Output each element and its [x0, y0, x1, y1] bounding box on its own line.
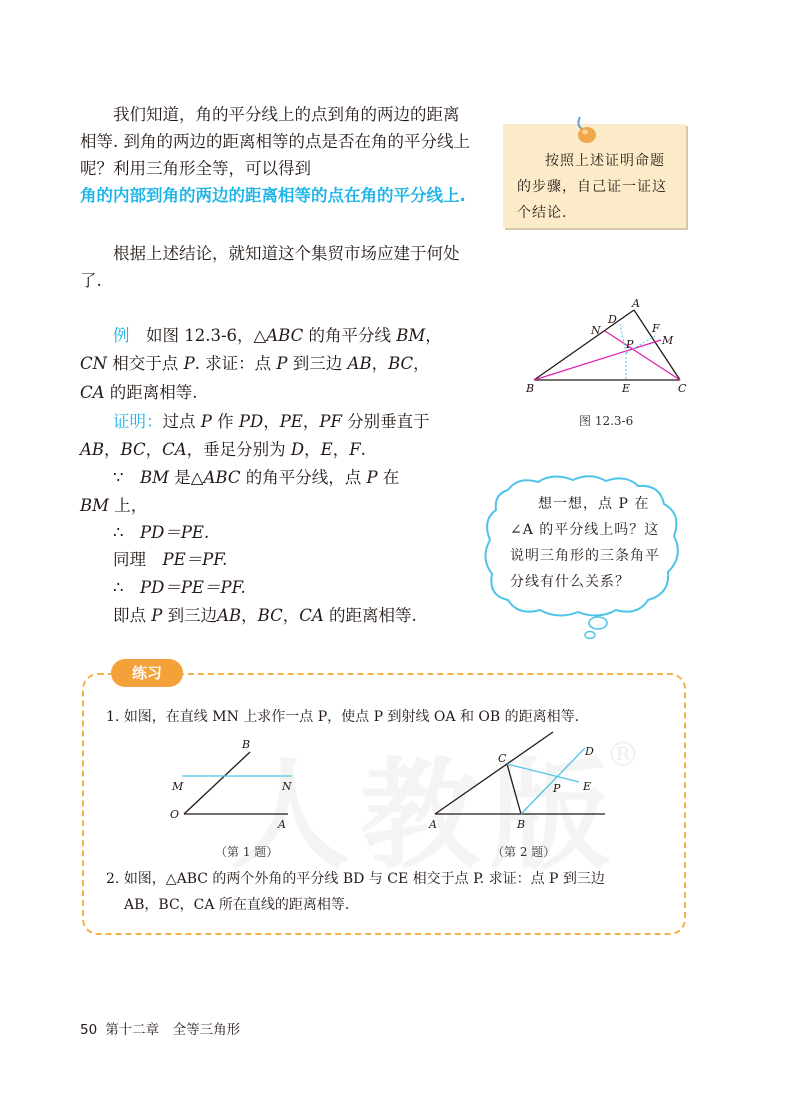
pushpin-icon	[574, 113, 600, 147]
intro-paragraph: 我们知道，角的平分线上的点到角的两边的距离相等. 到角的两边的距离相等的点是否在角的平分线上呢？利用三角形全等，可以得到	[80, 105, 470, 178]
bisector-bm	[534, 340, 661, 380]
proof-line-5: ∴ PD＝PE.	[113, 523, 210, 542]
label-m: M	[662, 334, 674, 347]
proof-line-3: ∵ BM 是△ABC 的角平分线，点 P 在	[113, 468, 400, 487]
proof-line-2: AB，BC，CA，垂足分别为 D，E，F.	[80, 440, 366, 459]
theorem-statement: 角的内部到角的两边的距离相等的点在角的平分线上.	[80, 186, 466, 205]
fig1-label-b: B	[242, 738, 251, 751]
label-e: E	[622, 382, 631, 395]
figure-exercise-2	[425, 730, 615, 835]
example-line-3: CA 的距离相等.	[80, 383, 198, 402]
page-number: 50	[80, 1022, 98, 1038]
fig2-label-p: P	[553, 782, 561, 795]
fig1-label-o: O	[170, 808, 180, 821]
exercise-q2-line-2: AB，BC，CA 所在直线的距离相等.	[124, 897, 350, 913]
proof-label: 证明：	[113, 412, 163, 431]
label-f: F	[652, 322, 660, 335]
fig2-label-d: D	[585, 745, 594, 758]
exercise-q2-line-1: 2. 如图，△ABC 的两个外角的平分线 BD 与 CE 相交于点 P. 求证：点 P 到三边	[106, 871, 605, 887]
fig2-caption: （第 2 题）	[492, 845, 556, 859]
chapter-title: 第十二章 全等三角形	[105, 1022, 241, 1038]
label-p: P	[626, 338, 634, 351]
fig1-label-a: A	[278, 818, 286, 831]
example-line-1: 例 如图 12.3-6，△ABC 的角平分线 BM，	[113, 326, 442, 345]
side-note-text: 按照上述证明命题的步骤，自己证一证这个结论.	[517, 153, 667, 221]
fig2-label-b: B	[517, 818, 526, 831]
label-a: A	[632, 298, 640, 310]
example-label: 例	[113, 326, 130, 345]
label-c: C	[678, 382, 687, 395]
bisector-ce	[507, 764, 579, 782]
figure-caption: 图 12.3-6	[579, 414, 634, 428]
intro-conclusion: 根据上述结论，就知道这个集贸市场应建于何处了.	[80, 244, 460, 290]
proof-line-6: 同理 PE＝PF.	[113, 550, 228, 569]
exercise-tab: 练习	[111, 659, 183, 687]
proof-line-7: ∴ PD＝PE＝PF.	[113, 578, 246, 597]
label-b: B	[526, 382, 535, 395]
figure-exercise-1	[168, 738, 308, 838]
watermark-mark: ®	[606, 735, 640, 775]
line-ac-extended	[435, 732, 553, 814]
side-cb	[507, 764, 521, 814]
fig1-caption: （第 1 题）	[215, 845, 279, 859]
figure-triangle-abc	[520, 298, 700, 398]
fig2-label-e: E	[583, 780, 592, 793]
fig1-label-m: M	[172, 780, 184, 793]
proof-line-8: 即点 P 到三边AB，BC，CA 的距离相等.	[113, 606, 417, 625]
example-line-2: CN 相交于点 P. 求证：点 P 到三边 AB，BC，	[80, 354, 430, 373]
fig1-label-n: N	[282, 780, 292, 793]
page-footer	[80, 1018, 240, 1038]
thought-bubble-text: 想一想，点 P 在∠A 的平分线上吗？这说明三角形的三条角平分线有什么关系？	[510, 496, 660, 590]
fig2-label-a: A	[429, 818, 437, 831]
exercise-q1: 1. 如图，在直线 MN 上求作一点 P，使点 P 到射线 OA 和 OB 的距离相等.	[106, 709, 580, 725]
ray-ob	[184, 752, 250, 814]
label-d: D	[608, 313, 617, 326]
label-n: N	[591, 324, 601, 337]
proof-line-4: BM 上，	[80, 496, 148, 515]
side-ab	[534, 310, 634, 380]
proof-line-1: 证明：过点 P 作 PD，PE，PF 分别垂直于	[113, 412, 430, 431]
fig2-label-c: C	[498, 752, 507, 765]
